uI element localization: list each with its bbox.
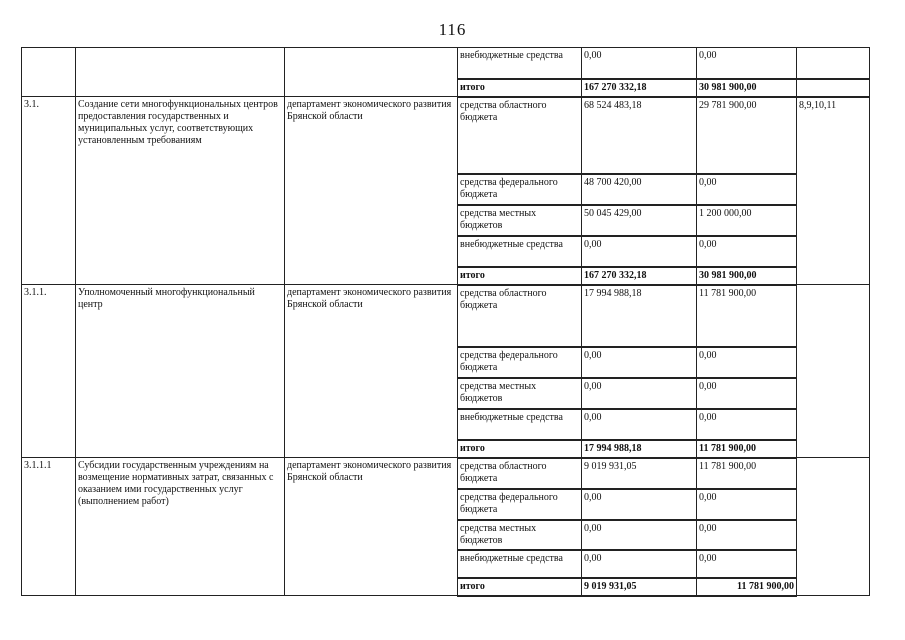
amount2-cell: 29 781 900,00 xyxy=(697,97,797,174)
amount2-cell: 11 781 900,00 xyxy=(697,285,797,347)
executor-cell: департамент экономического развития Брянской области xyxy=(285,458,458,596)
amount2-cell: 0,00 xyxy=(697,520,797,550)
table-row xyxy=(22,48,870,79)
amount2-cell: 0,00 xyxy=(697,409,797,440)
executor-cell xyxy=(285,48,458,97)
amount2-cell: 1 200 000,00 xyxy=(697,205,797,236)
source-cell: средства федерального бюджета xyxy=(458,347,582,378)
amount2-cell: 0,00 xyxy=(697,48,797,79)
amount1-cell: 0,00 xyxy=(582,378,697,409)
table-row xyxy=(22,285,870,347)
source-cell: внебюджетные средства xyxy=(458,48,582,79)
amount2-cell: 0,00 xyxy=(697,174,797,205)
amount2-cell: 0,00 xyxy=(697,378,797,409)
source-cell: средства областного бюджета xyxy=(458,458,582,489)
source-cell: средства федерального бюджета xyxy=(458,174,582,205)
indicator-cell xyxy=(797,285,870,458)
amount2-cell: 30 981 900,00 xyxy=(697,79,797,97)
source-cell: средства областного бюджета xyxy=(458,97,582,174)
executor-cell: департамент экономического развития Брянской области xyxy=(285,285,458,458)
indicator-cell xyxy=(797,79,870,97)
amount1-cell: 0,00 xyxy=(582,489,697,520)
amount2-cell: 11 781 900,00 xyxy=(697,578,797,596)
source-cell: средства федерального бюджета xyxy=(458,489,582,520)
amount2-cell: 0,00 xyxy=(697,347,797,378)
amount2-cell: 0,00 xyxy=(697,550,797,578)
amount1-cell: 50 045 429,00 xyxy=(582,205,697,236)
amount2-cell: 0,00 xyxy=(697,489,797,520)
amount1-cell: 17 994 988,18 xyxy=(582,440,697,458)
source-cell: итого xyxy=(458,79,582,97)
amount1-cell: 0,00 xyxy=(582,236,697,267)
indicator-cell: 8,9,10,11 xyxy=(797,97,870,285)
indicator-cell xyxy=(797,48,870,79)
name-cell: Уполномоченный многофункциональный центр xyxy=(76,285,285,458)
amount2-cell: 30 981 900,00 xyxy=(697,267,797,285)
indicator-cell xyxy=(797,458,870,596)
amount1-cell: 0,00 xyxy=(582,48,697,79)
amount1-cell: 0,00 xyxy=(582,347,697,378)
budget-table xyxy=(21,47,870,597)
source-cell: итого xyxy=(458,440,582,458)
code-cell: 3.1. xyxy=(22,97,76,285)
source-cell: внебюджетные средства xyxy=(458,236,582,267)
source-cell: внебюджетные средства xyxy=(458,409,582,440)
source-cell: внебюджетные средства xyxy=(458,550,582,578)
code-cell xyxy=(22,48,76,97)
table-row xyxy=(22,458,870,489)
amount1-cell: 48 700 420,00 xyxy=(582,174,697,205)
name-cell: Субсидии государственным учреждениям на возмещение нормативных затрат, связанных с оказанием ими государственных услуг (выполнением работ) xyxy=(76,458,285,596)
table-row xyxy=(22,97,870,174)
amount2-cell: 11 781 900,00 xyxy=(697,440,797,458)
page-number: 116 xyxy=(438,20,467,39)
source-cell: итого xyxy=(458,267,582,285)
name-cell: Создание сети многофункциональных центров предоставления государственных и муниципальных услуг, соответствующих установленным требованиям xyxy=(76,97,285,285)
amount2-cell: 0,00 xyxy=(697,236,797,267)
source-cell: средства областного бюджета xyxy=(458,285,582,347)
code-cell: 3.1.1. xyxy=(22,285,76,458)
amount1-cell: 9 019 931,05 xyxy=(582,458,697,489)
amount1-cell: 167 270 332,18 xyxy=(582,79,697,97)
amount2-cell: 11 781 900,00 xyxy=(697,458,797,489)
name-cell xyxy=(76,48,285,97)
amount1-cell: 0,00 xyxy=(582,550,697,578)
source-cell: средства местных бюджетов xyxy=(458,378,582,409)
amount1-cell: 17 994 988,18 xyxy=(582,285,697,347)
source-cell: средства местных бюджетов xyxy=(458,520,582,550)
amount1-cell: 0,00 xyxy=(582,409,697,440)
amount1-cell: 68 524 483,18 xyxy=(582,97,697,174)
amount1-cell: 0,00 xyxy=(582,520,697,550)
executor-cell: департамент экономического развития Брянской области xyxy=(285,97,458,285)
source-cell: средства местных бюджетов xyxy=(458,205,582,236)
amount1-cell: 167 270 332,18 xyxy=(582,267,697,285)
code-cell: 3.1.1.1 xyxy=(22,458,76,596)
amount1-cell: 9 019 931,05 xyxy=(582,578,697,596)
source-cell: итого xyxy=(458,578,582,596)
